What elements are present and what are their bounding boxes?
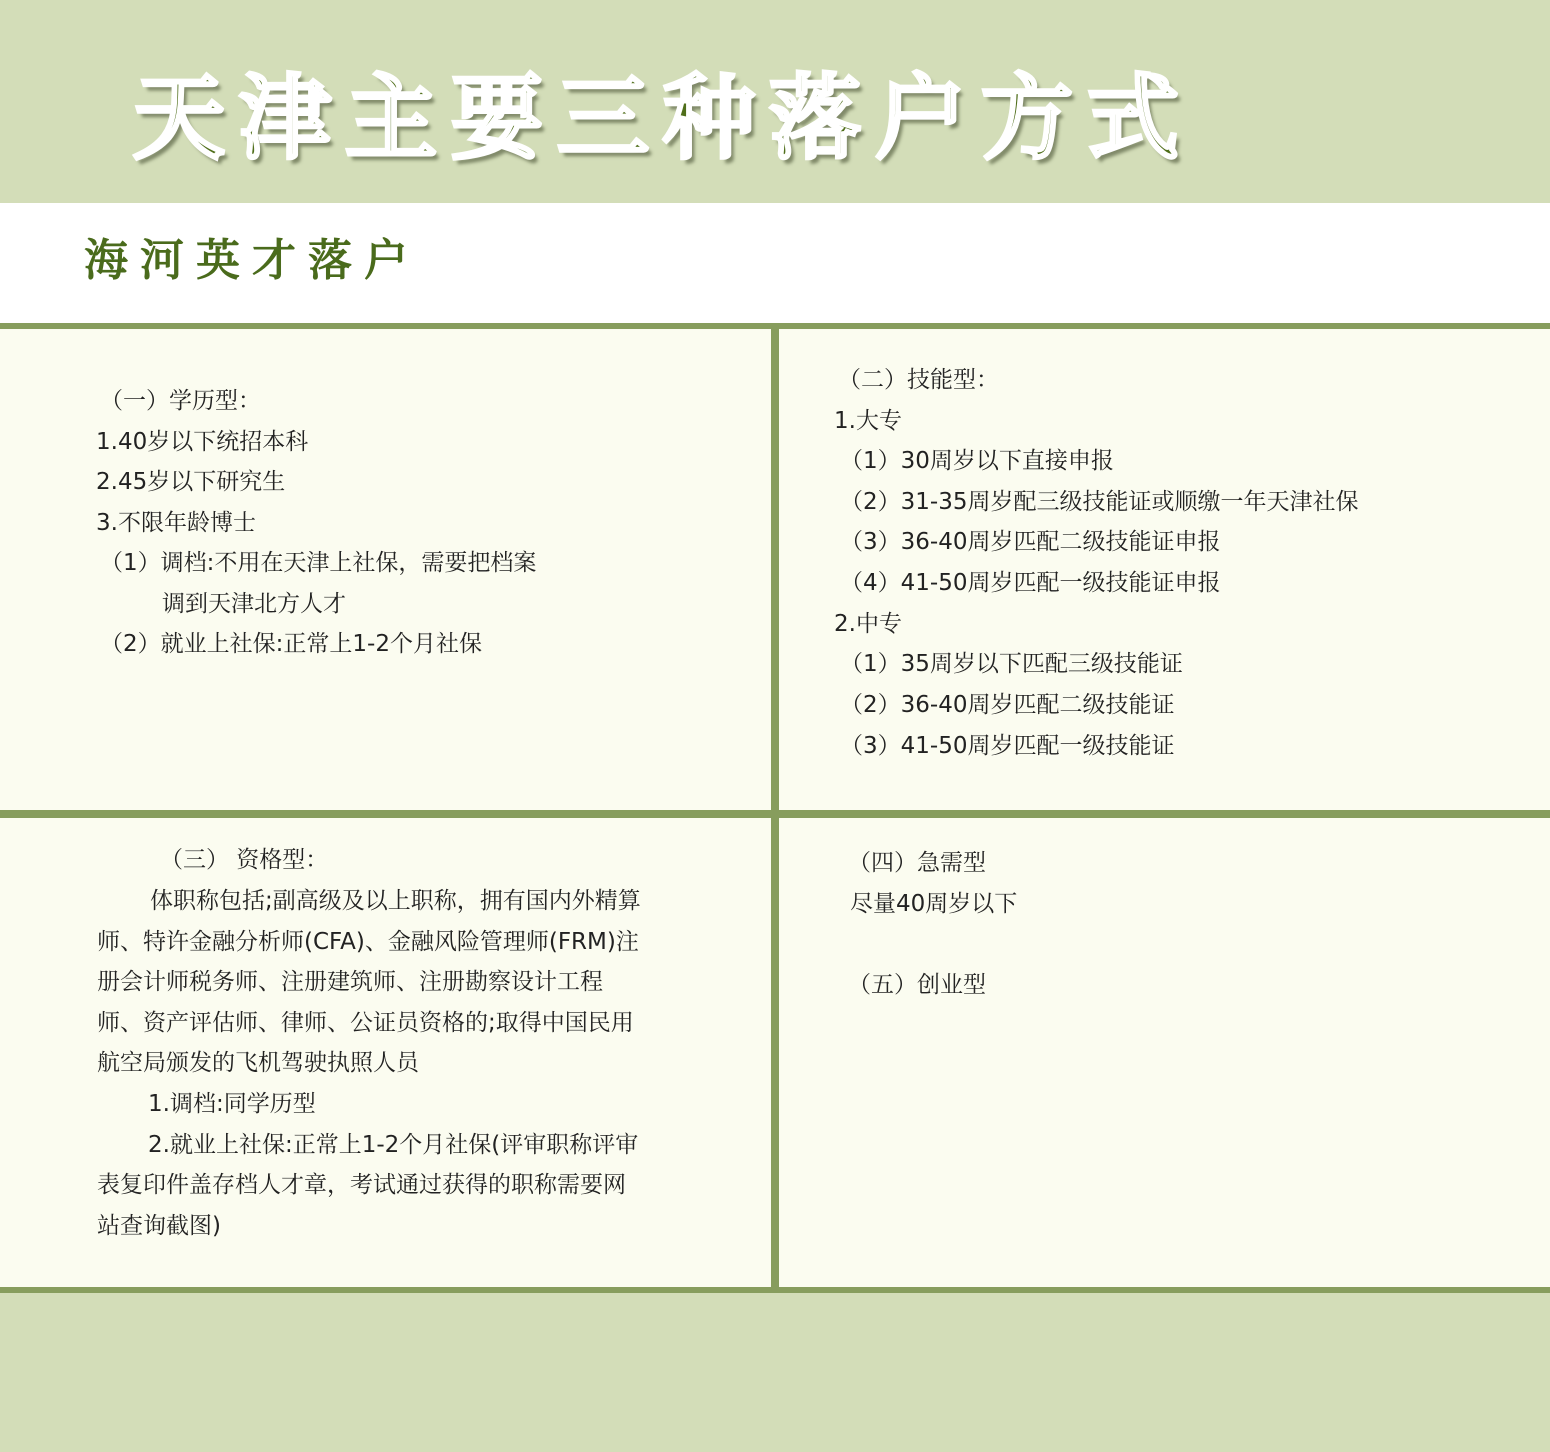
qualification-line: 1.调档:同学历型 <box>148 1091 316 1117</box>
skill-line: （4）41-50周岁匹配一级技能证申报 <box>840 570 1221 596</box>
skill-line: 1.大专 <box>834 408 902 434</box>
qualification-line: 航空局颁发的飞机驾驶执照人员 <box>97 1050 419 1076</box>
qualification-line: 册会计师税务师、注册建筑师、注册勘察设计工程 <box>97 969 603 995</box>
qualification-heading: （三） 资格型： <box>160 847 329 873</box>
skill-line: （1）30周岁以下直接申报 <box>840 448 1114 474</box>
education-line: （1）调档:不用在天津上社保，需要把档案 <box>100 550 537 576</box>
urgent-line: 尽量40周岁以下 <box>850 891 1018 917</box>
subtitle-band <box>0 203 1550 323</box>
education-line: 3.不限年龄博士 <box>96 510 256 536</box>
skill-line: （2）36-40周岁匹配二级技能证 <box>840 692 1175 718</box>
urgent-startup-panel <box>779 818 1550 1287</box>
urgent-heading: （四）急需型 <box>848 850 986 876</box>
startup-heading: （五）创业型 <box>848 972 986 998</box>
section-subtitle: 海河英才落户 <box>84 235 420 286</box>
skill-type-panel <box>779 329 1550 810</box>
page-title: 天津主要三种落户方式 <box>133 65 1194 172</box>
education-line: 1.40岁以下统招本科 <box>96 429 309 455</box>
education-heading: （一）学历型： <box>100 388 261 414</box>
qualification-line: 师、特许金融分析师(CFA)、金融风险管理师(FRM)注 <box>97 929 639 955</box>
qualification-line: 体职称包括;副高级及以上职称，拥有国内外精算 <box>150 888 641 914</box>
content-grid <box>0 323 1550 1293</box>
qualification-line: 师、资产评估师、律师、公证员资格的;取得中国民用 <box>97 1010 634 1036</box>
qualification-type-panel <box>0 818 771 1287</box>
skill-line: 2.中专 <box>834 611 902 637</box>
skill-line: （3）36-40周岁匹配二级技能证申报 <box>840 529 1221 555</box>
education-type-panel <box>0 329 771 810</box>
qualification-line: 2.就业上社保:正常上1-2个月社保(评审职称评审 <box>148 1132 639 1158</box>
qualification-line: 站查询截图) <box>97 1213 221 1239</box>
skill-line: （2）31-35周岁配三级技能证或顺缴一年天津社保 <box>840 489 1359 515</box>
skill-line: （3）41-50周岁匹配一级技能证 <box>840 733 1175 759</box>
header-band <box>0 0 1550 203</box>
education-line: （2）就业上社保:正常上1-2个月社保 <box>100 631 482 657</box>
skill-heading: （二）技能型： <box>838 367 999 393</box>
skill-line: （1）35周岁以下匹配三级技能证 <box>840 651 1183 677</box>
education-line: 2.45岁以下研究生 <box>96 469 286 495</box>
qualification-line: 表复印件盖存档人才章，考试通过获得的职称需要网 <box>97 1172 626 1198</box>
education-line: 调到天津北方人才 <box>162 591 346 617</box>
